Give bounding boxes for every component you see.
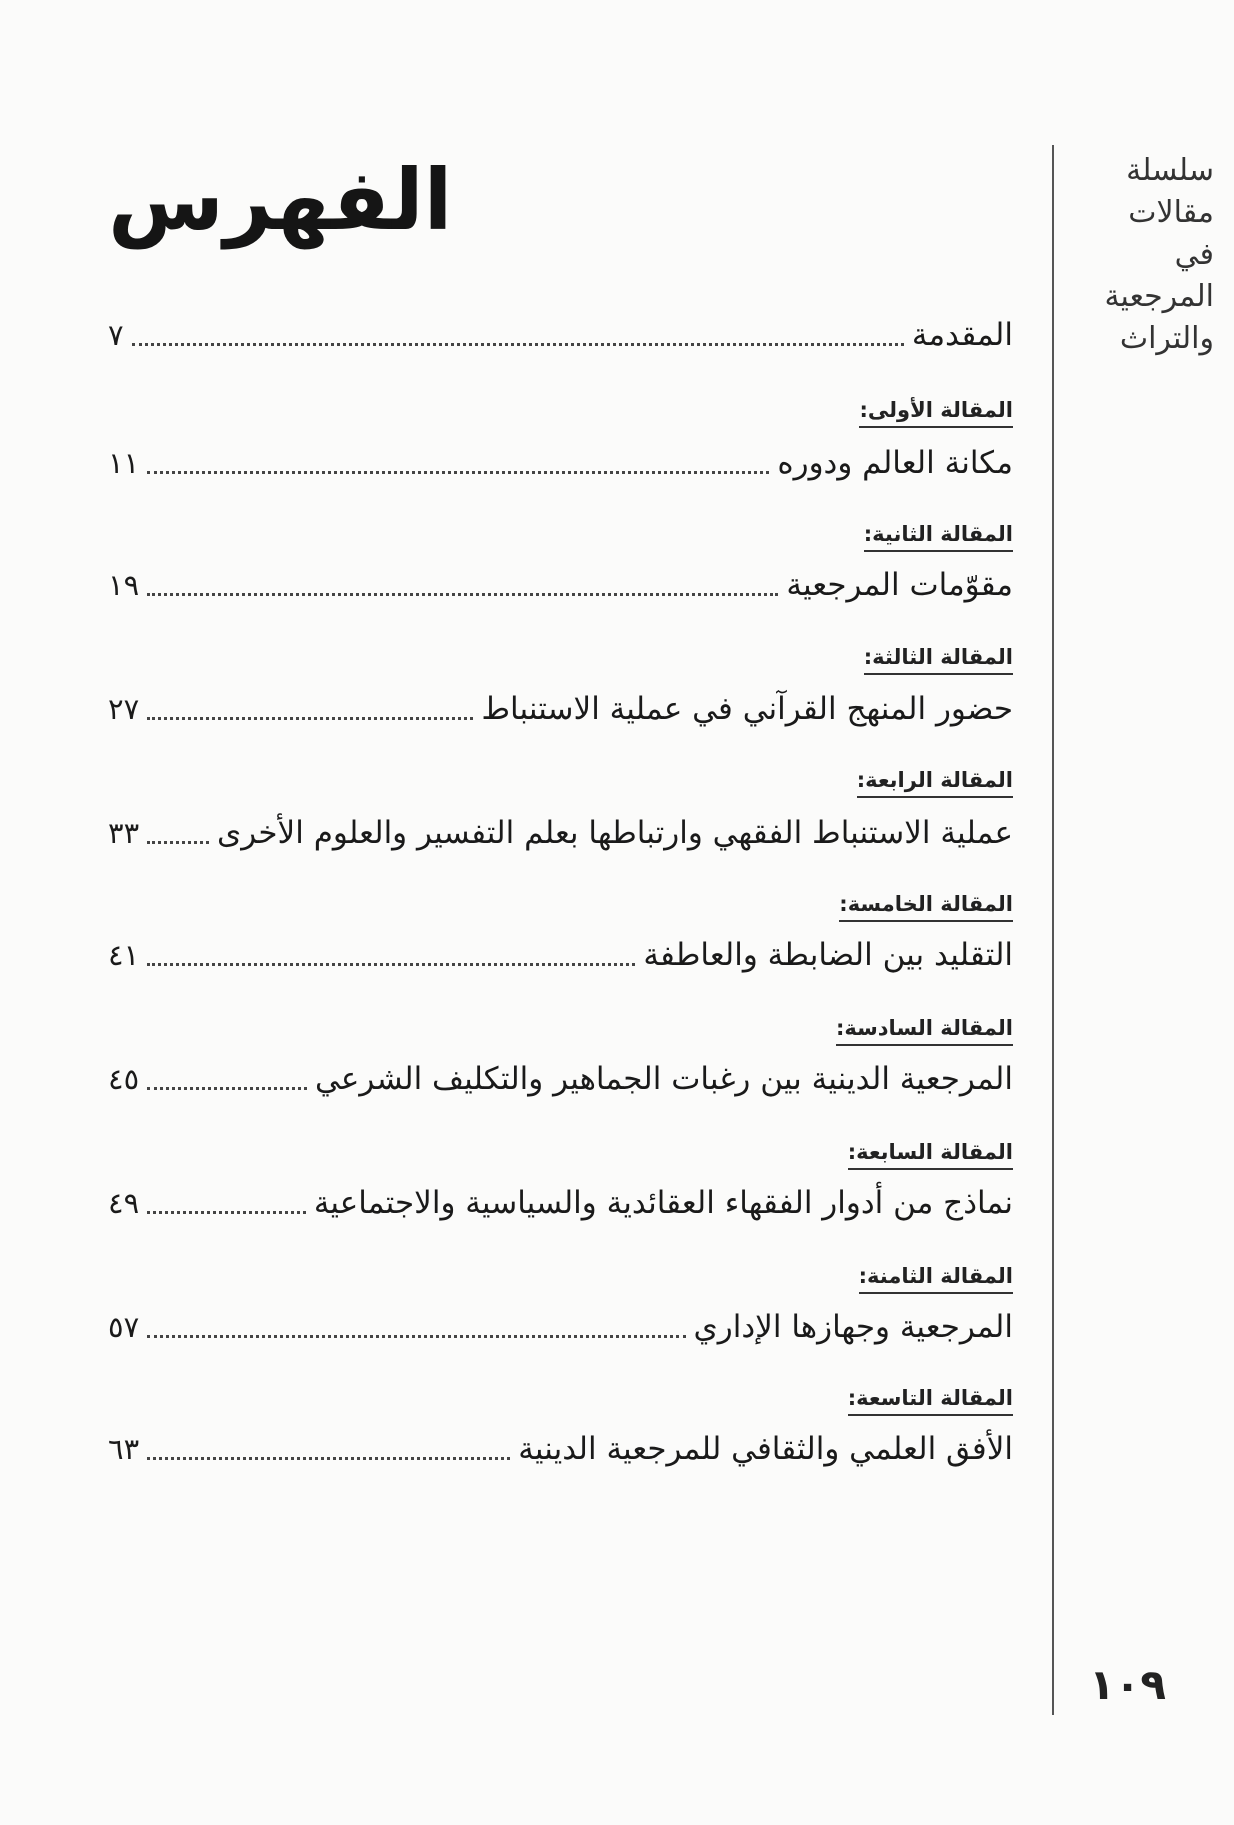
dot-leader: [147, 471, 769, 474]
entry-title: المرجعية وجهازها الإداري: [693, 1309, 1013, 1345]
entry-page-number: ٥٧: [108, 1310, 140, 1344]
article-label: المقالة الثامنة:: [859, 1264, 1013, 1294]
series-line: سلسلة: [1126, 153, 1214, 188]
entry-page-number: ٧: [108, 318, 124, 352]
toc-entry[interactable]: [108, 1422, 1013, 1472]
dot-leader: [147, 963, 635, 966]
entry-title: مقوّمات المرجعية: [786, 567, 1013, 603]
entry-page-number: ٢٧: [108, 692, 140, 726]
series-label: [1084, 150, 1214, 360]
article-label: المقالة السابعة:: [848, 1140, 1013, 1170]
entry-title: الأفق العلمي والثقافي للمرجعية الدينية: [518, 1431, 1013, 1467]
toc-entry[interactable]: [108, 1300, 1013, 1350]
series-line: والتراث: [1119, 321, 1214, 356]
toc-entry[interactable]: [108, 558, 1013, 608]
dot-leader: [147, 717, 473, 720]
entry-page-number: ١٩: [108, 568, 140, 602]
toc-entry[interactable]: [108, 1176, 1013, 1226]
entry-page-number: ٤٥: [108, 1062, 140, 1096]
article-label: المقالة الثالثة:: [864, 645, 1013, 675]
article-label: المقالة الرابعة:: [857, 768, 1013, 798]
dot-leader: [147, 841, 209, 844]
page-title: الفهرس: [108, 151, 453, 249]
toc-entry-intro[interactable]: [108, 308, 1013, 358]
article-label: المقالة السادسة:: [836, 1016, 1013, 1046]
dot-leader: [147, 593, 778, 596]
page-number: ١٠٩: [1089, 1660, 1166, 1709]
toc-entry[interactable]: [108, 1052, 1013, 1102]
article-label: المقالة التاسعة:: [848, 1386, 1013, 1416]
series-line: مقالات: [1128, 195, 1214, 230]
series-line: المرجعية: [1104, 279, 1214, 314]
entry-title: نماذج من أدوار الفقهاء العقائدية والسياسية والاجتماعية: [313, 1185, 1013, 1221]
dot-leader: [147, 1335, 685, 1338]
article-label: المقالة الخامسة:: [839, 892, 1013, 922]
entry-page-number: ٤١: [108, 938, 140, 972]
toc-entry[interactable]: [108, 928, 1013, 978]
dot-leader: [147, 1457, 510, 1460]
entry-page-number: ٤٩: [108, 1186, 140, 1220]
vertical-divider: [1052, 145, 1054, 1715]
entry-title: عملية الاستنباط الفقهي وارتباطها بعلم التفسير والعلوم الأخرى: [217, 815, 1013, 851]
dot-leader: [147, 1211, 306, 1214]
series-line: في: [1174, 237, 1214, 272]
article-label: المقالة الثانية:: [864, 522, 1013, 552]
toc-entry[interactable]: [108, 436, 1013, 486]
toc-entry[interactable]: [108, 682, 1013, 732]
table-of-contents: [108, 0, 1013, 1825]
entry-title: المقدمة: [911, 317, 1013, 353]
entry-page-number: ١١: [108, 446, 140, 480]
article-label: المقالة الأولى:: [859, 398, 1013, 428]
entry-page-number: ٦٣: [108, 1432, 140, 1466]
dot-leader: [132, 343, 904, 346]
entry-title: حضور المنهج القرآني في عملية الاستنباط: [481, 691, 1013, 727]
entry-title: المرجعية الدينية بين رغبات الجماهير والتكليف الشرعي: [315, 1061, 1013, 1097]
entry-page-number: ٣٣: [108, 816, 140, 850]
dot-leader: [147, 1087, 307, 1090]
toc-entry[interactable]: [108, 806, 1013, 856]
entry-title: التقليد بين الضابطة والعاطفة: [643, 937, 1013, 973]
entry-title: مكانة العالم ودوره: [777, 445, 1013, 481]
